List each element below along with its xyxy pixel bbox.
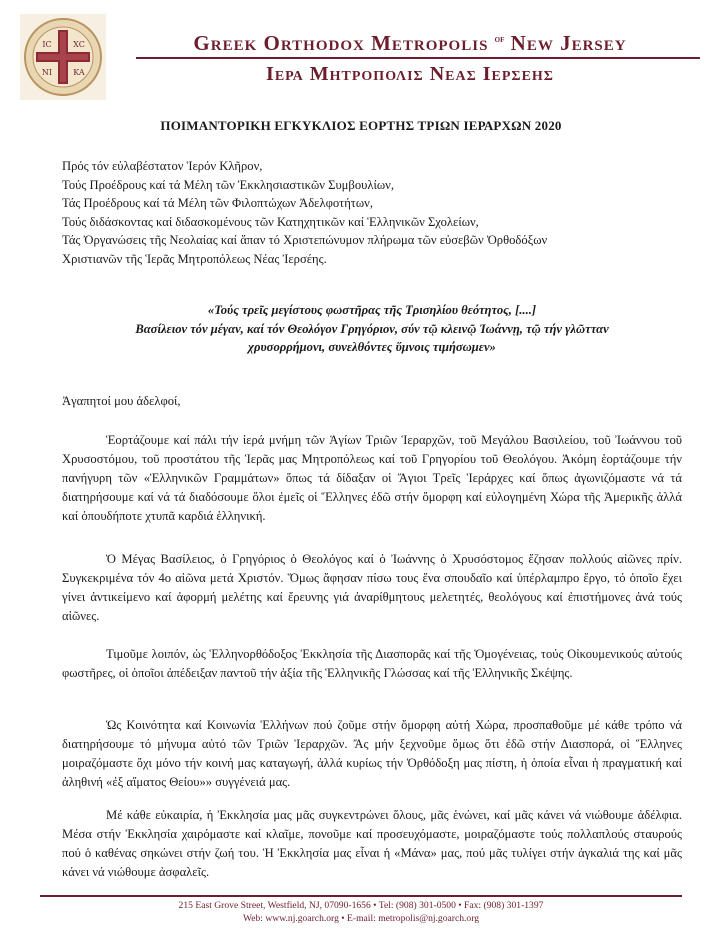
addressee-line: Τάς Ὀργανώσεις τῆς Νεολαίας καί ἅπαν τό Χριστεπώνυμον πλήρωμα τῶν εὐσεβῶν Ὀρθοδόξων — [62, 233, 548, 248]
salutation: Ἀγαπητοί μου ἀδελφοί, — [62, 394, 181, 408]
body-paragraph: Ἑορτάζουμε καί πάλι τήν ἱερά μνήμη τῶν Ἁγίων Τριῶν Ἱεραρχῶν, τοῦ Μεγάλου Βασιλείου, τοῦ Ἰωάννου τοῦ Χρυσοστόμου, τοῦ προστάτου τῆς Ἱερᾶς μας Μητροπόλεως καί τοῦ Γρηγορίου τοῦ Θεολόγου. Ἀκόμη ἑορτάζουμε τήν πανήγυρη τῶν «Ἑλληνικῶν Γραμμάτων» ὅπως τά δίδαξαν οἱ Ἅγιοι Τρεῖς Ἱεράρχες καί ὅπως ἀγωνιζόμαστε νά τά διατηρήσουμε καί νά τά διαδόσουμε ὅλοι ἐμεῖς οἱ Ἕλληνες ἐδῶ στήν ὄμορφη καί εὐλογημένη Χώρα τῆς Ἀμερικῆς ἀλλά καί ὁπουδήποτε χτυπᾶ καρδιά ἑλληνική. — [62, 433, 682, 523]
footer-contact: Web: www.nj.goarch.org • E-mail: metropolis@nj.goarch.org — [242, 913, 480, 924]
footer-divider — [40, 895, 682, 897]
addressee-line: Τάς Προέδρους καί τά Μέλη τῶν Φιλοπτώχων Ἀδελφοτήτων, — [62, 196, 373, 211]
svg-text:IC: IC — [42, 40, 52, 49]
body-paragraph: Τιμοῦμε λοιπόν, ὡς Ἑλληνορθόδοξος Ἐκκλησία τῆς Διασπορᾶς καί τῆς Ὁμογένειας, τούς Οἰκουμενικούς αὐτούς φωστῆρες, οἱ ὁποῖοι ἀπέδειξαν παντοῦ τήν ἀξία τῆς Ἑλληνικῆς Γλώσσας καί τῆς Ἑλληνικῆς Σκέψης. — [62, 647, 682, 680]
addressee-list — [62, 157, 682, 269]
quote-line: χρυσορρήμονι, συνελθόντες ὕμνοις τιμήσωμεν» — [248, 340, 496, 355]
letterhead-title-of: of — [494, 34, 505, 45]
metropolis-seal-logo — [20, 14, 106, 100]
addressee-line: Τούς Προέδρους καί τά Μέλη τῶν Ἐκκλησιαστικῶν Συμβουλίων, — [62, 177, 394, 192]
document-title: ΠΟΙΜΑΝΤΟΡΙΚΗ ΕΓΚΥΚΛΙΟΣ ΕΟΡΤΗΣ ΤΡΙΩΝ ΙΕΡΑΡΧΩΝ 2020 — [160, 118, 562, 133]
cross-seal-icon — [20, 14, 106, 100]
letterhead-title-greek: Ιερα Μητροπολις Νεας Ιερσεης — [266, 63, 554, 85]
body-paragraph: Ὁ Μέγας Βασίλειος, ὁ Γρηγόριος ὁ Θεολόγος καί ὁ Ἰωάννης ὁ Χρυσόστομος ἔζησαν πολλούς αἰῶνες πρίν. Συγκεκριμένα τόν 4ο αἰῶνα μετά Χριστόν. Ὅμως ἄφησαν πίσω τους ἕνα σπουδαῖο καί ὑπέρλαμπρο ἔργο, τό ὁποῖο ἔχει γίνει ἀντικείμενο καί ἀφορμή μελέτης καί ἔρευνης γιά ἀναρίθμητους μελετητές, θεολόγους καί ἐπιστήμονες ἀνά τούς αἰῶνες. — [62, 552, 682, 623]
svg-text:NI: NI — [41, 68, 53, 77]
addressee-line: Χριστιανῶν τῆς Ἱερᾶς Μητροπόλεως Νέας Ἰερσέης. — [62, 251, 327, 266]
letterhead-title-part2: New Jersey — [510, 31, 627, 55]
svg-text:XC: XC — [73, 40, 85, 49]
hymn-quote — [62, 301, 682, 357]
letterhead-title-part1: Greek Orthodox Metropolis — [193, 31, 489, 55]
addressee-line: Πρός τόν εὐλαβέστατον Ἱερόν Κλῆρον, — [62, 159, 263, 173]
letterhead-title-english — [150, 28, 670, 55]
svg-text:KA: KA — [73, 68, 85, 77]
body-paragraph: Ὡς Κοινότητα καί Κοινωνία Ἑλλήνων πού ζοῦμε στήν ὄμορφη αὐτή Χώρα, προσπαθοῦμε μέ κάθε τρόπο νά διατηρήσουμε τό μήνυμα αὐτό τῶν Τριῶν Ἱεραρχῶν. Ἄς μήν ξεχνοῦμε ὅμως ὅτι ἐδῶ στήν Διασπορά, οἱ Ἕλληνες μοιραζόμαστε ὄχι μόνο τήν κοινή μας καταγωγή, ἀλλά κυρίως τήν Ὀρθόδοξη μας πίστη, ἡ ὁποία εἶναι ἡ πραγματική καί ἀληθινή «ἐξ αἵματος Θείου»» συγγένειά μας. — [62, 718, 682, 789]
letterhead-divider — [136, 57, 700, 59]
body-paragraph: Μέ κάθε εὐκαιρία, ἡ Ἐκκλησία μας μᾶς συγκεντρώνει ὅλους, μᾶς ἑνώνει, καί μᾶς κάνει νά νιώθουμε ἀδέλφια. Μέσα στήν Ἐκκλησία χαιρόμαστε καί κλαῖμε, πονοῦμε καί προσευχόμαστε, μοιραζόμαστε τούς πολλαπλούς σταυρούς πού ὁ καθένας σηκώνει στήν ζωή του. Ἡ Ἐκκλησία μας εἶναι ἡ «Μάνα» μας, πού μᾶς τυλίγει στήν ἀγκαλιά της καί μᾶς κάνει νά νιώθουμε ἀσφαλεῖς. — [62, 808, 682, 879]
addressee-line: Τούς διδάσκοντας καί διδασκομένους τῶν Κατηχητικῶν καί Ἑλληνικῶν Σχολείων, — [62, 214, 479, 229]
quote-line: «Τούς τρεῖς μεγίστους φωστῆρας τῆς Τρισηλίου θεότητος, [....] — [207, 303, 537, 317]
quote-line: Βασίλειον τόν μέγαν, καί τόν Θεολόγον Γρηγόριον, σύν τῷ κλεινῷ Ἰωάννῃ, τῷ τήν γλῶτταν — [135, 321, 609, 336]
footer-address: 215 East Grove Street, Westfield, NJ, 07090-1656 • Tel: (908) 301-0500 • Fax: (908) 301-1397 — [178, 900, 544, 911]
